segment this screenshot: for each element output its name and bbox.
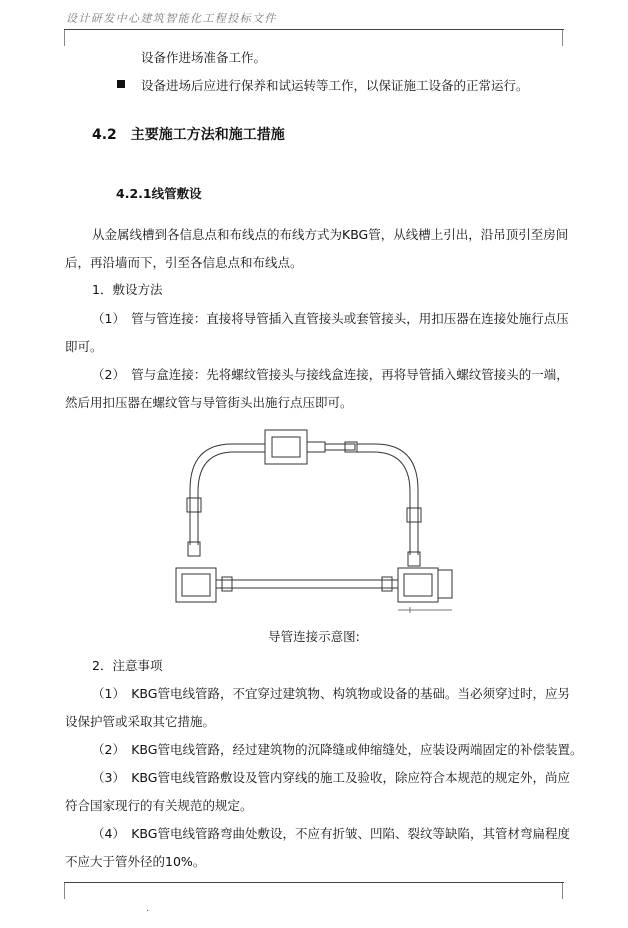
figure-caption: 导管连接示意图:: [268, 629, 360, 644]
bullet-item: 设备进场后应进行保养和试运转等工作，以保证施工设备的正常运行。: [141, 78, 529, 93]
note-1-line-2: 设保护管或采取其它措施。: [65, 714, 216, 729]
corner-mark-top-left: [44, 30, 65, 46]
method-1-line-1: （1） 管与管连接：直接将导管插入直管接头或套管接头，用扣压器在连接处施行点压: [92, 311, 569, 326]
corner-mark-bottom-left: [44, 883, 65, 899]
note-3-line-1: （3） KBG管电线管路敷设及管内穿线的施工及验收，除应符合本规范的规定外，尚应: [92, 770, 570, 785]
notes-title: 2．注意事项: [92, 658, 163, 673]
method-2-line-2: 然后用扣压器在螺纹管与导管街头出施行点压即可。: [65, 395, 353, 410]
conduit-connection-diagram: [170, 420, 470, 620]
footer-rule: [64, 882, 564, 883]
intro-line-1: 从金属线槽到各信息点和布线点的布线方式为KBG管，从线槽上引出，沿吊顶引至房间: [92, 227, 569, 242]
method-2-line-1: （2） 管与盒连接：先将螺纹管接头与接线盒连接，再将导管插入螺纹管接头的一端，: [92, 367, 569, 382]
document-header: 设计研发中心建筑智能化工程投标文件: [66, 12, 277, 25]
footer-mark: ·: [146, 906, 150, 917]
method-1-line-2: 即可。: [65, 339, 103, 354]
header-rule: [64, 29, 564, 30]
corner-mark-bottom-right: [562, 883, 583, 899]
note-2-line-1: （2） KBG管电线管路，经过建筑物的沉降缝或伸缩缝处，应装设两端固定的补偿装置。: [92, 742, 583, 757]
note-4-line-1: （4） KBG管电线管路弯曲处敷设，不应有折皱、凹陷、裂纹等缺陷，其管材弯扁程度: [92, 826, 570, 841]
note-4-line-2: 不应大于管外径的10%。: [65, 854, 206, 869]
corner-mark-top-right: [562, 30, 583, 46]
section-title: 4.2 主要施工方法和施工措施: [92, 127, 285, 143]
subsection-title: 4.2.1线管敷设: [116, 186, 202, 201]
bullet-square-icon: [117, 80, 125, 88]
intro-line-2: 后，再沿墙而下，引至各信息点和布线点。: [65, 255, 303, 270]
paragraph-continuation: 设备作进场准备工作。: [141, 50, 267, 65]
method-title: 1．敷设方法: [92, 282, 163, 297]
note-1-line-1: （1） KBG管电线管路，不宜穿过建筑物、构筑物或设备的基础。当必须穿过时，应另: [92, 686, 570, 701]
note-3-line-2: 符合国家现行的有关规范的规定。: [65, 798, 253, 813]
